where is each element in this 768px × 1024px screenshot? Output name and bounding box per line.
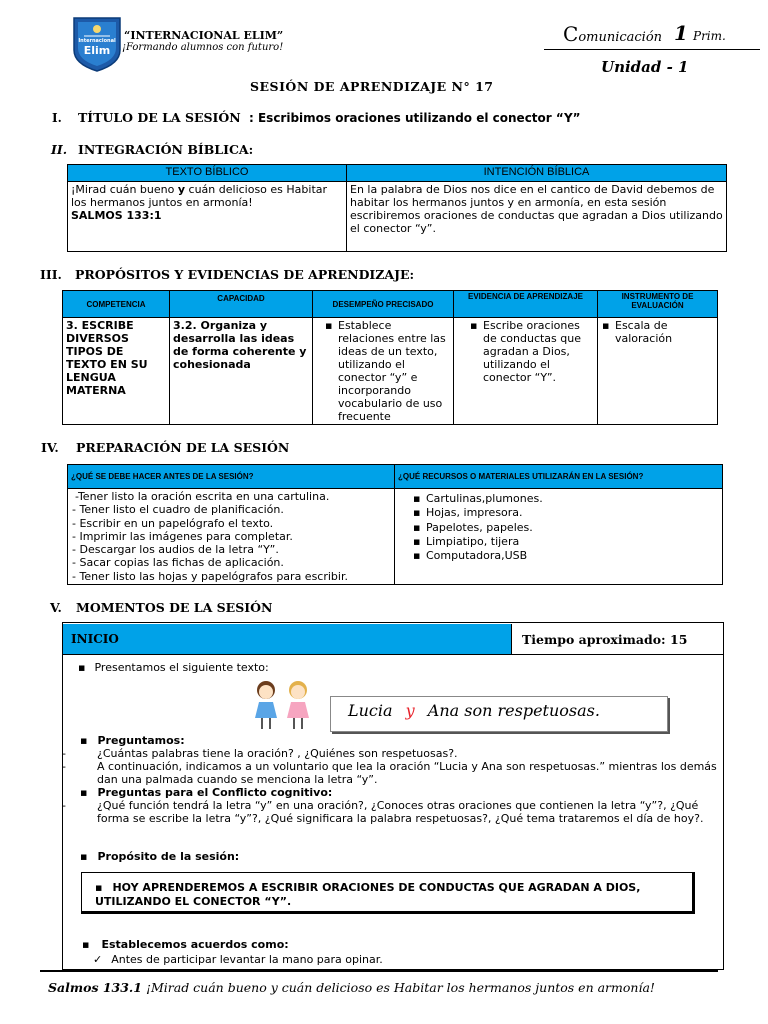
school-name: “INTERNACIONAL ELIM”	[124, 29, 284, 42]
present-text-row	[78, 661, 269, 674]
dash-icon: -	[62, 760, 66, 773]
prep-before-item: - Imprimir las imágenes para completar.	[72, 529, 293, 543]
bible-text-c: cuán delicioso es Habitar los hermanos juntos en armonía!	[71, 183, 328, 209]
question-1: ¿Cuántas palabras tiene la oración? , ¿Quiénes son respetuosas?.	[97, 747, 458, 760]
resource-item: ▪ Limpiatipo, tijera	[426, 535, 719, 549]
prep-before-item: - Descargar los audios de la letra “Y”.	[72, 543, 279, 557]
dash-icon: -	[62, 747, 66, 760]
resource-item: ▪ Cartulinas,plumones.	[426, 492, 719, 506]
check-icon: ✓	[93, 953, 103, 966]
bullet-icon: ▪	[80, 734, 88, 747]
questions-block	[62, 734, 720, 825]
acuerdo-1: Antes de participar levantar la mano para opinar.	[111, 953, 383, 966]
resource-item: ▪ Computadora,USB	[426, 549, 719, 563]
sentence-text	[348, 701, 600, 720]
prep-resources-cell	[395, 489, 723, 585]
purposes-header-capacidad: CAPACIDAD	[170, 291, 313, 318]
prep-header-resources: ¿QUÉ RECURSOS O MATERIALES UTILIZARÁN EN LA SESIÓN?	[395, 465, 723, 489]
prep-before-item: - Tener listo el cuadro de planificación.	[72, 503, 284, 517]
sentence-connector-y: y	[405, 701, 415, 720]
section5-label: MOMENTOS DE LA SESIÓN	[76, 600, 273, 615]
bullet-icon: ▪	[95, 881, 103, 894]
footer-text: ¡Mirad cuán bueno y cuán delicioso es Habitar los hermanos juntos en armonía!	[141, 980, 655, 995]
question-row	[62, 799, 720, 825]
bible-table	[67, 164, 727, 252]
proposito-text-row	[95, 881, 685, 909]
footer-line	[48, 980, 655, 995]
grade-number: 1	[674, 21, 688, 45]
tiempo-label: Tiempo aproximado: 15	[522, 632, 688, 647]
grade-level: Prim.	[693, 29, 726, 43]
header-underline	[544, 49, 760, 50]
prep-before-item: - Sacar copias las fichas de aplicación.	[72, 556, 284, 570]
section3-label: PROPÓSITOS Y EVIDENCIAS DE APRENDIZAJE:	[75, 267, 415, 282]
prep-before-cell	[68, 489, 395, 585]
section2-num: II.	[51, 142, 68, 157]
question-row	[62, 747, 720, 760]
acuerdo-row	[93, 953, 383, 966]
acuerdos-row	[82, 938, 289, 951]
section2-label: INTEGRACIÓN BÍBLICA:	[78, 142, 254, 157]
conflicto-label: Preguntas para el Conflicto cognitivo:	[97, 786, 333, 799]
dash-icon: -	[62, 799, 66, 812]
section1-value: : Escribimos oraciones utilizando el conector “Y”	[249, 111, 581, 125]
inicio-header	[63, 624, 512, 654]
bible-col2-header: INTENCIÓN BÍBLICA	[347, 165, 727, 182]
desempeno-cell	[313, 318, 454, 425]
logo-text-main: Elim	[83, 44, 111, 57]
resource-item: ▪ Papelotes, papeles.	[426, 521, 719, 535]
acuerdos-label: Establecemos acuerdos como:	[101, 938, 289, 951]
proposito-text: HOY APRENDEREMOS A ESCRIBIR ORACIONES DE CONDUCTAS QUE AGRADAN A DIOS, UTILIZANDO EL CONECTOR “Y”.	[95, 881, 641, 908]
instrumento-cell	[598, 318, 718, 425]
capacidad-cell: 3.2. Organiza y desarrolla las ideas de forma coherente y cohesionada	[170, 318, 313, 425]
bible-text-y: y	[177, 183, 186, 196]
evidencia-item: ▪ Escribe oraciones de conductas que agradan a Dios, utilizando el conector “Y”.	[483, 319, 594, 384]
inicio-header-bottom-border	[63, 654, 723, 655]
section1-label: TÍTULO DE LA SESIÓN	[78, 110, 241, 125]
prep-before-item: - Escribir en un papelógrafo el texto.	[72, 516, 274, 530]
inicio-label: INICIO	[71, 632, 119, 646]
present-text: Presentamos el siguiente texto:	[94, 661, 269, 674]
prep-header-before: ¿QUÉ SE DEBE HACER ANTES DE LA SESIÓN?	[68, 465, 395, 489]
competencia-cell: 3. ESCRIBE DIVERSOS TIPOS DE TEXTO EN SU LENGUA MATERNA	[63, 318, 170, 425]
subject-line	[563, 22, 662, 46]
resource-item: ▪ Hojas, impresora.	[426, 506, 719, 520]
purposes-header-competencia: COMPETENCIA	[63, 291, 170, 318]
section3-num: III.	[40, 267, 62, 282]
subject: omunicación	[578, 30, 663, 45]
prep-before-item: - Tener listo las hojas y papelógrafos para escribir.	[72, 569, 348, 583]
desempeno-item: ▪ Establece relaciones entre las ideas de un texto, utilizando el conector “y” e incorporando vocabulario de uso frecuente	[338, 319, 450, 423]
preguntamos-row	[80, 734, 720, 747]
unit-label: Unidad - 1	[601, 58, 689, 76]
section5-num: V.	[50, 600, 62, 615]
bible-text-a: ¡Mirad cuán bueno	[71, 183, 178, 196]
prep-before-item: -Tener listo la oración escrita en una cartulina.	[75, 490, 330, 503]
preguntamos-label: Preguntamos:	[97, 734, 185, 747]
sentence-dot: .	[594, 701, 600, 720]
evidencia-cell	[454, 318, 598, 425]
footer-rule	[40, 970, 718, 972]
section4-label: PREPARACIÓN DE LA SESIÓN	[76, 440, 290, 455]
purposes-header-desempeno: DESEMPEÑO PRECISADO	[313, 291, 454, 318]
bible-text-cell	[68, 182, 347, 252]
school-logo	[72, 14, 122, 72]
question-2: A continuación, indicamos a un voluntario que lea la oración “Lucia y Ana son respetuosas.” mientras los demás dan una palmada cuando se menciona la letra “y”.	[97, 760, 717, 786]
footer-ref: Salmos 133.1	[48, 980, 142, 995]
sentence-rest: Ana son respetuosas	[427, 701, 595, 720]
logo-text-top: Internacional	[78, 38, 116, 44]
proposito-row	[80, 850, 239, 863]
bullet-icon: ▪	[82, 938, 90, 951]
section4-num: IV.	[41, 440, 59, 455]
proposito-label: Propósito de la sesión:	[97, 850, 240, 863]
girls-illustration-icon	[250, 680, 316, 732]
instrumento-item: ▪ Escala de valoración	[615, 319, 714, 345]
question-row	[62, 760, 720, 786]
bible-intention: En la palabra de Dios nos dice en el cantico de David debemos de habitar los hermanos juntos y en armonía, en esta sesión escribiremos oraciones de conductas que agradan a Dios utilizando el conector “y”.	[347, 182, 727, 252]
session-title: SESIÓN DE APRENDIZAJE N° 17	[250, 79, 494, 94]
conflicto-row	[80, 786, 720, 799]
question-3: ¿Qué función tendrá la letra “y” en una oración?, ¿Conoces otras oraciones que contienen la letra “y”?, ¿Qué forma se escribe la letra “y”?, ¿Qué significara la palabra respetuosas?, ¿Qué tema trataremos el día de hoy?.	[97, 799, 704, 825]
bullet-icon: ▪	[78, 661, 86, 674]
purposes-table	[62, 290, 718, 425]
subject-initial: C	[563, 22, 579, 46]
bible-ref: SALMOS 133:1	[71, 209, 162, 222]
preparation-table	[67, 464, 723, 585]
section1-num: I.	[52, 111, 62, 125]
purposes-header-instrumento: INSTRUMENTO DE EVALUACIÓN	[598, 291, 718, 318]
bullet-icon: ▪	[80, 850, 88, 863]
school-motto: ¡Formando alumnos con futuro!	[122, 42, 284, 53]
sentence-word-lucia: Lucia	[348, 701, 393, 720]
bullet-icon: ▪	[80, 786, 88, 799]
purposes-header-evidencia: EVIDENCIA DE APRENDIZAJE	[454, 291, 598, 318]
bible-col1-header: TEXTO BÍBLICO	[68, 165, 347, 182]
